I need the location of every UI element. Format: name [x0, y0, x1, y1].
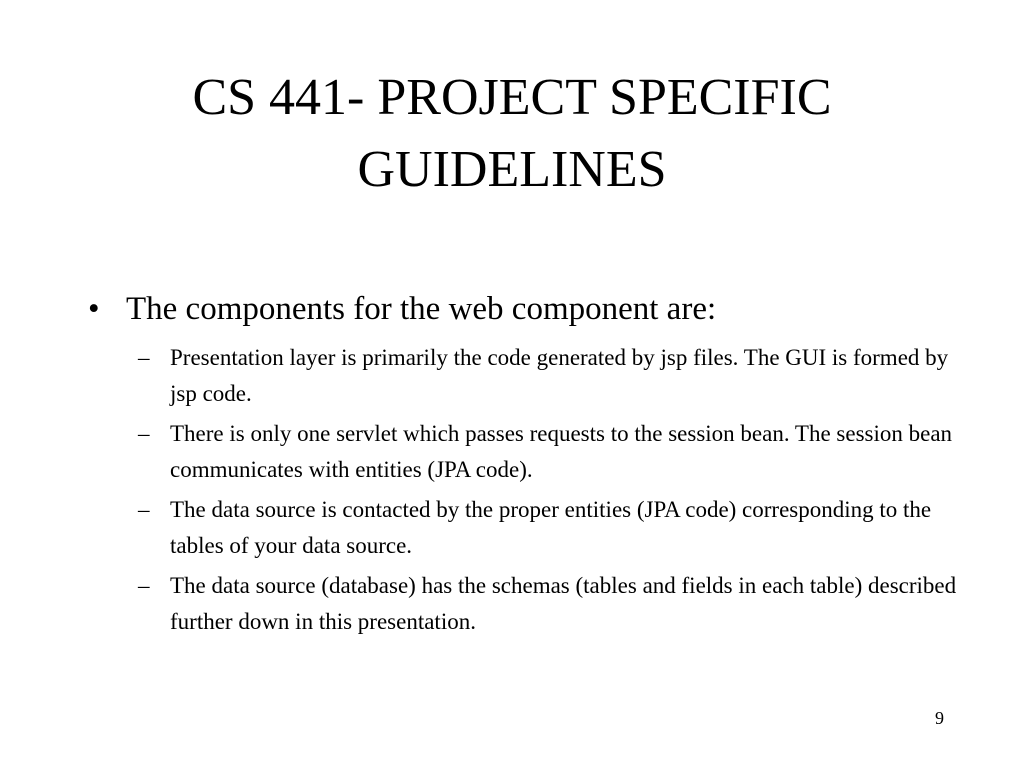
sub-bullet-list	[88, 340, 958, 640]
main-bullet	[88, 286, 958, 332]
sub-bullet-item	[88, 416, 958, 488]
slide-title-line-1: CS 441- PROJECT SPECIFIC	[192, 69, 832, 126]
slide-body	[88, 286, 958, 644]
slide-title-line-2: GUIDELINES	[357, 141, 667, 198]
slide-title	[0, 62, 1024, 206]
dash-marker: –	[138, 421, 150, 446]
sub-bullet-item	[88, 340, 958, 412]
sub-bullet-text: There is only one servlet which passes requests to the session bean. The session bean communicates with entities (JPA code).	[170, 421, 953, 482]
bullet-marker: •	[88, 291, 100, 327]
page-number: 9	[935, 708, 944, 728]
sub-bullet-item	[88, 492, 958, 564]
sub-bullet-text: Presentation layer is primarily the code generated by jsp files. The GUI is formed by jsp code.	[170, 345, 949, 406]
sub-bullet-text: The data source (database) has the schemas (tables and fields in each table) described further down in this presentation.	[170, 573, 957, 634]
dash-marker: –	[138, 573, 150, 598]
dash-marker: –	[138, 345, 150, 370]
sub-bullet-item	[88, 568, 958, 640]
dash-marker: –	[138, 497, 150, 522]
sub-bullet-text: The data source is contacted by the proper entities (JPA code) corresponding to the tables of your data source.	[170, 497, 932, 558]
main-bullet-text: The components for the web component are:	[126, 291, 717, 327]
